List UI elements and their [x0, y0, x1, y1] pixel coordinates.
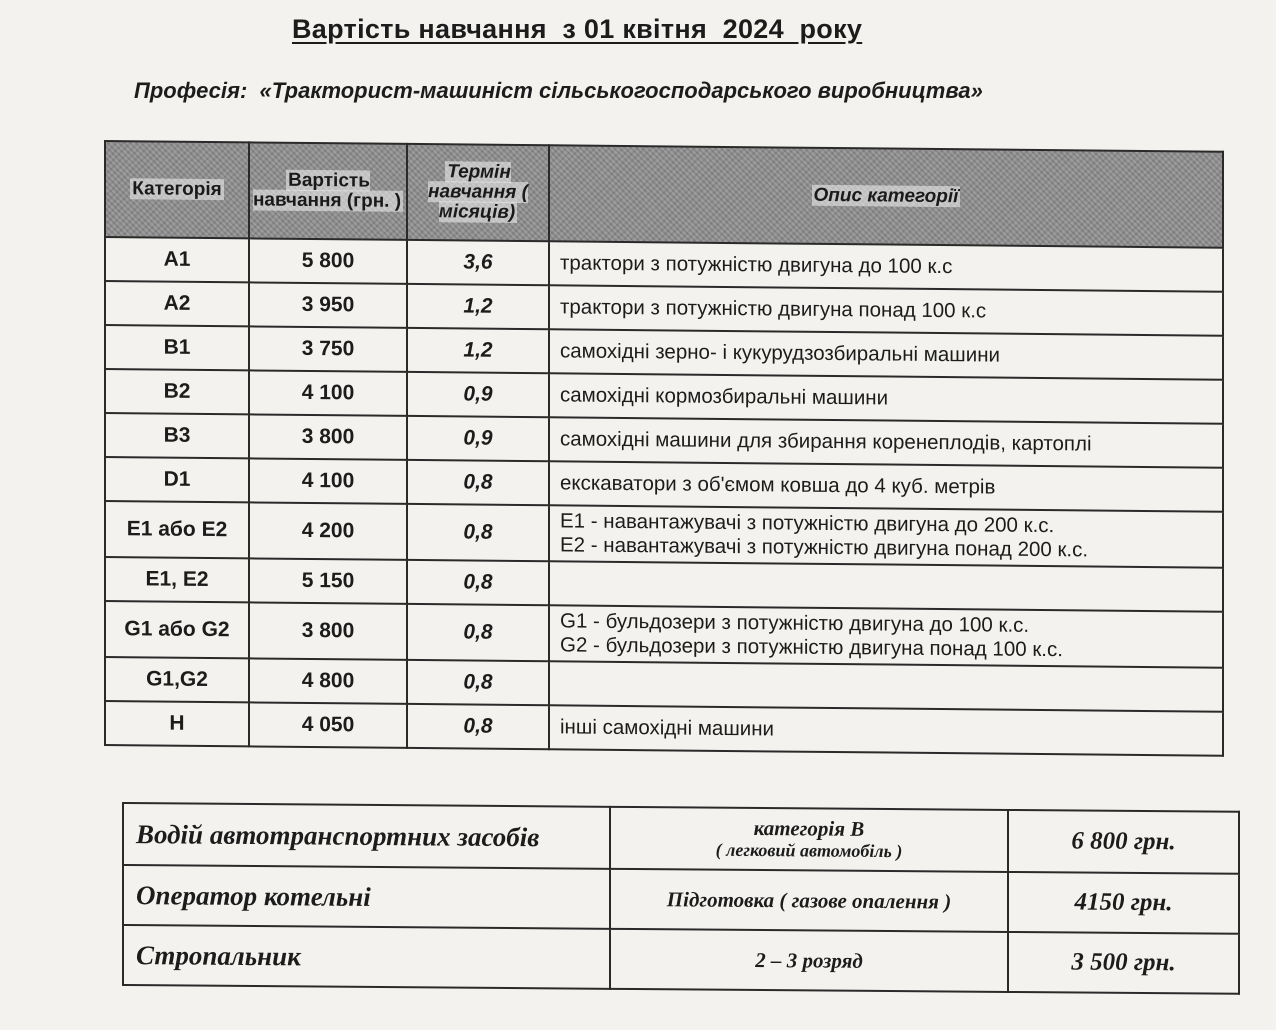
- profession-heading: Професія: «Тракторист-машиніст сільськогосподарського виробництва»: [134, 78, 983, 103]
- profession-detail: Підготовка ( газове опалення ): [610, 869, 1008, 932]
- row-cost: 4 100: [249, 370, 407, 416]
- profession-price: 6 800 грн.: [1008, 810, 1239, 874]
- row-term: 0,8: [407, 560, 549, 605]
- row-term: 0,9: [407, 372, 549, 417]
- row-description: G1 - бульдозери з потужністю двигуна до 100 к.с. G2 - бульдозери з потужністю двигуна понад 100 к.с.: [549, 605, 1223, 667]
- row-category: D1: [105, 457, 249, 502]
- profession-name: Водій автотранспортних засобів: [123, 803, 610, 869]
- row-description: [549, 561, 1223, 611]
- row-cost: 3 800: [249, 602, 407, 660]
- row-cost: 3 750: [249, 326, 407, 372]
- row-cost: 5 800: [249, 238, 407, 284]
- table-row: [123, 925, 1239, 994]
- row-category: E1 або E2: [105, 501, 249, 558]
- page-title: Вартість навчання з 01 квітня 2024 року: [292, 14, 863, 44]
- other-professions-table: [122, 802, 1240, 995]
- row-category: A1: [105, 237, 249, 282]
- row-term: 0,8: [407, 604, 549, 661]
- row-description: трактори з потужністю двигуна до 100 к.с: [549, 241, 1223, 291]
- row-description: самохідні зерно- і кукурудзозбиральні машини: [549, 329, 1223, 379]
- row-category: H: [105, 701, 249, 746]
- table-row: [123, 865, 1239, 934]
- row-description: E1 - навантажувачі з потужністю двигуна до 200 к.с. E2 - навантажувачі з потужністю двигуна понад 200 к.с.: [549, 505, 1223, 567]
- row-category: B3: [105, 413, 249, 458]
- tuition-table: [104, 140, 1224, 757]
- row-term: 0,8: [407, 660, 549, 705]
- row-cost: 4 800: [249, 658, 407, 704]
- profession-name: Оператор котельні: [123, 865, 610, 929]
- profession-price: 3 500 грн.: [1008, 932, 1239, 994]
- row-category: B1: [105, 325, 249, 370]
- row-description: самохідні кормозбиральні машини: [549, 373, 1223, 423]
- row-description: інші самохідні машини: [549, 705, 1223, 755]
- row-term: 0,8: [407, 460, 549, 505]
- header-description: Опис категорії: [549, 145, 1223, 247]
- row-category: G1,G2: [105, 657, 249, 702]
- row-description: самохідні машини для збирання коренеплодів, картоплі: [549, 417, 1223, 467]
- row-description: трактори з потужністю двигуна понад 100 к.с: [549, 285, 1223, 335]
- row-cost: 5 150: [249, 558, 407, 604]
- profession-price: 4150 грн.: [1008, 872, 1239, 934]
- row-term: 0,9: [407, 416, 549, 461]
- row-category: G1 або G2: [105, 601, 249, 658]
- row-description: екскаватори з об'ємом ковша до 4 куб. метрів: [549, 461, 1223, 511]
- row-term: 1,2: [407, 328, 549, 373]
- profession-name: Стропальник: [123, 925, 610, 989]
- table-row: [123, 803, 1239, 874]
- row-term: 3,6: [407, 240, 549, 285]
- row-term: 0,8: [407, 704, 549, 749]
- profession-detail: категорія B ( легковий автомобіль ): [610, 807, 1008, 872]
- row-term: 0,8: [407, 504, 549, 561]
- row-cost: 4 050: [249, 702, 407, 748]
- header-category: Категорія: [105, 141, 249, 238]
- table-row: [105, 701, 1223, 756]
- profession-detail: 2 – 3 розряд: [610, 929, 1008, 992]
- header-term: Термін навчання ( місяців): [407, 144, 549, 241]
- table-header-row: [105, 141, 1223, 248]
- row-cost: 3 950: [249, 282, 407, 328]
- row-cost: 4 100: [249, 458, 407, 504]
- row-category: E1, E2: [105, 557, 249, 602]
- header-cost: Вартість навчання (грн. ): [249, 142, 407, 240]
- row-description: [549, 661, 1223, 711]
- row-cost: 3 800: [249, 414, 407, 460]
- row-category: A2: [105, 281, 249, 326]
- row-cost: 4 200: [249, 502, 407, 560]
- row-category: B2: [105, 369, 249, 414]
- row-term: 1,2: [407, 284, 549, 329]
